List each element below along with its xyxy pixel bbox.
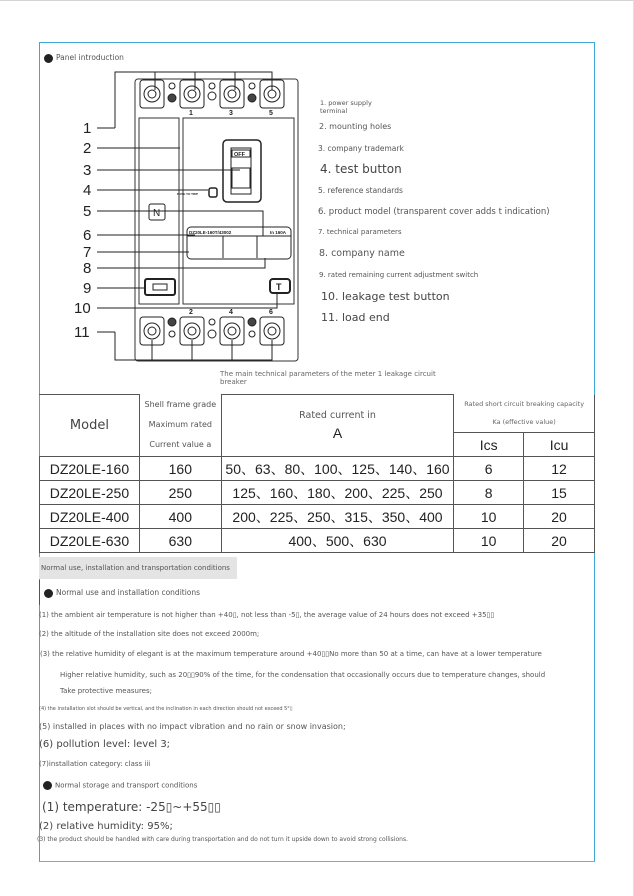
header-breaking-capacity: [454, 395, 595, 433]
header-frame-grade-line1: Shell frame grade: [144, 400, 217, 410]
storage-item-1: (1) temperature: -25▯~+55▯▯: [42, 800, 221, 814]
cell-icu: 12: [524, 457, 595, 481]
svg-text:N: N: [153, 208, 161, 219]
table-row: [40, 529, 595, 553]
legend-item-3: 3. company trademark: [318, 144, 404, 153]
legend-item-9: 9. rated remaining current adjustment switch: [319, 271, 479, 279]
cell-ics: 10: [454, 529, 524, 553]
use-item-4: (4) the installation slot should be vertical, and the inclination in each direction should not exceed 5°▯: [39, 706, 293, 712]
spec-table: [39, 394, 595, 553]
callout-9: 9: [83, 280, 92, 297]
header-frame-grade-line3: Current value a: [149, 440, 212, 450]
header-model: Model: [40, 395, 140, 457]
table-caption: The main technical parameters of the meter 1 leakage circuit breaker: [220, 370, 436, 386]
cell-ics: 8: [454, 481, 524, 505]
legend-item-4: 4. test button: [320, 162, 402, 176]
storage-item-3: (3) the product should be handled with care during transportation and do not turn it upside down to avoid strong collisions.: [37, 836, 408, 843]
cell-frame: 250: [139, 481, 221, 505]
svg-text:3: 3: [229, 110, 233, 117]
table-row: [40, 505, 595, 529]
legend-item-11: 11. load end: [321, 311, 390, 324]
svg-text:In 160A: In 160A: [270, 230, 287, 235]
svg-text:PUSH TO TRIP: PUSH TO TRIP: [177, 192, 198, 196]
use-item-1: (1) the ambient air temperature is not higher than +40▯, not less than -5▯, the average value of 24 hours does not exceed +35▯▯: [39, 611, 495, 619]
svg-text:2: 2: [189, 309, 193, 316]
svg-text:OFF: OFF: [234, 152, 245, 158]
cell-ics: 6: [454, 457, 524, 481]
cell-ics: 10: [454, 505, 524, 529]
legend-item-1: 1. power supply terminal: [320, 99, 372, 115]
legend-item-10: 10. leakage test button: [321, 290, 450, 303]
use-item-3-continued: Higher relative humidity, such as 20▯▯90% of the time, for the condensation that occasionally occurs due to temperature changes, should: [60, 671, 546, 679]
cell-frame: 400: [139, 505, 221, 529]
callout-4: 4: [83, 182, 92, 199]
cell-icu: 15: [524, 481, 595, 505]
cell-model: DZ20LE-160: [40, 457, 140, 481]
use-item-6: (6) pollution level: level 3;: [39, 739, 171, 750]
callout-11: 11: [74, 324, 90, 341]
callout-10: 10: [74, 300, 91, 317]
callout-1: 1: [83, 120, 92, 137]
conditions-tab: Normal use, installation and transportation conditions: [39, 557, 237, 579]
callout-5: 5: [83, 203, 92, 220]
use-item-3-end: Take protective measures;: [60, 687, 152, 695]
cell-frame: 630: [139, 529, 221, 553]
cell-icu: 20: [524, 505, 595, 529]
cell-model: DZ20LE-250: [40, 481, 140, 505]
use-item-2: (2) the altitude of the installation site does not exceed 2000m;: [39, 630, 260, 638]
callout-6: 6: [83, 227, 92, 244]
svg-text:5: 5: [269, 110, 273, 117]
bullet-icon: [43, 781, 52, 790]
svg-text:6: 6: [269, 309, 273, 316]
callout-8: 8: [83, 260, 92, 277]
table-row: [40, 481, 595, 505]
use-heading: [44, 588, 200, 598]
panel-heading-text: Panel introduction: [56, 53, 124, 62]
header-frame-grade: [139, 395, 221, 457]
cell-currents: 50、63、80、100、125、140、160: [221, 457, 453, 481]
indent-rule: [39, 662, 40, 702]
legend-item-2: 2. mounting holes: [319, 122, 392, 131]
header-icu: Icu: [524, 433, 595, 457]
header-breaking-capacity-line2: Ka (effective value): [492, 418, 556, 427]
use-heading-text: Normal use and installation conditions: [56, 588, 201, 597]
header-breaking-capacity-line1: Rated short circuit breaking capacity: [464, 400, 585, 409]
use-item-7: (7)installation category: class iii: [39, 760, 151, 768]
breaker-diagram: [65, 70, 320, 370]
callout-3: 3: [83, 162, 92, 179]
cell-currents: 200、225、250、315、350、400: [221, 505, 453, 529]
breaker-drawing-icon: [65, 70, 320, 370]
legend-item-7: 7. technical parameters: [318, 228, 402, 236]
cell-model: DZ20LE-630: [40, 529, 140, 553]
header-rated-current-label: Rated current in: [299, 410, 376, 421]
header-frame-grade-line2: Maximum rated: [148, 420, 212, 430]
panel-heading: [44, 53, 124, 63]
cell-currents: 400、500、630: [221, 529, 453, 553]
legend-item-8: 8. company name: [319, 248, 405, 259]
header-rated-current-unit: A: [332, 425, 343, 441]
bullet-icon: [44, 589, 53, 598]
svg-text:T: T: [276, 282, 282, 292]
svg-text:1: 1: [189, 110, 193, 117]
page-top-border: [0, 0, 634, 1]
storage-heading: [43, 781, 197, 790]
cell-currents: 125、160、180、200、225、250: [221, 481, 453, 505]
legend-item-6: 6. product model (transparent cover adds t indication): [318, 207, 550, 217]
cell-model: DZ20LE-400: [40, 505, 140, 529]
callout-7: 7: [83, 244, 92, 261]
cell-icu: 20: [524, 529, 595, 553]
cell-frame: 160: [139, 457, 221, 481]
svg-text:4: 4: [229, 309, 233, 316]
use-item-3: (3) the relative humidity of elegant is at the maximum temperature around +40▯▯No more than 50 at a time, can have at a lower temperature: [40, 650, 542, 658]
callout-2: 2: [83, 140, 92, 157]
bullet-icon: [44, 54, 53, 63]
use-item-5: (5) installed in places with no impact vibration and no rain or snow invasion;: [39, 722, 346, 731]
storage-heading-text: Normal storage and transport conditions: [55, 781, 198, 790]
section-rule: [39, 580, 40, 605]
table-row: [40, 457, 595, 481]
legend-item-5: 5. reference standards: [318, 186, 403, 195]
header-ics: Ics: [454, 433, 524, 457]
storage-item-2: (2) relative humidity: 95%;: [39, 821, 173, 832]
svg-text:DZ20LE-160T/43002: DZ20LE-160T/43002: [189, 230, 232, 235]
header-rated-current: [221, 395, 453, 457]
